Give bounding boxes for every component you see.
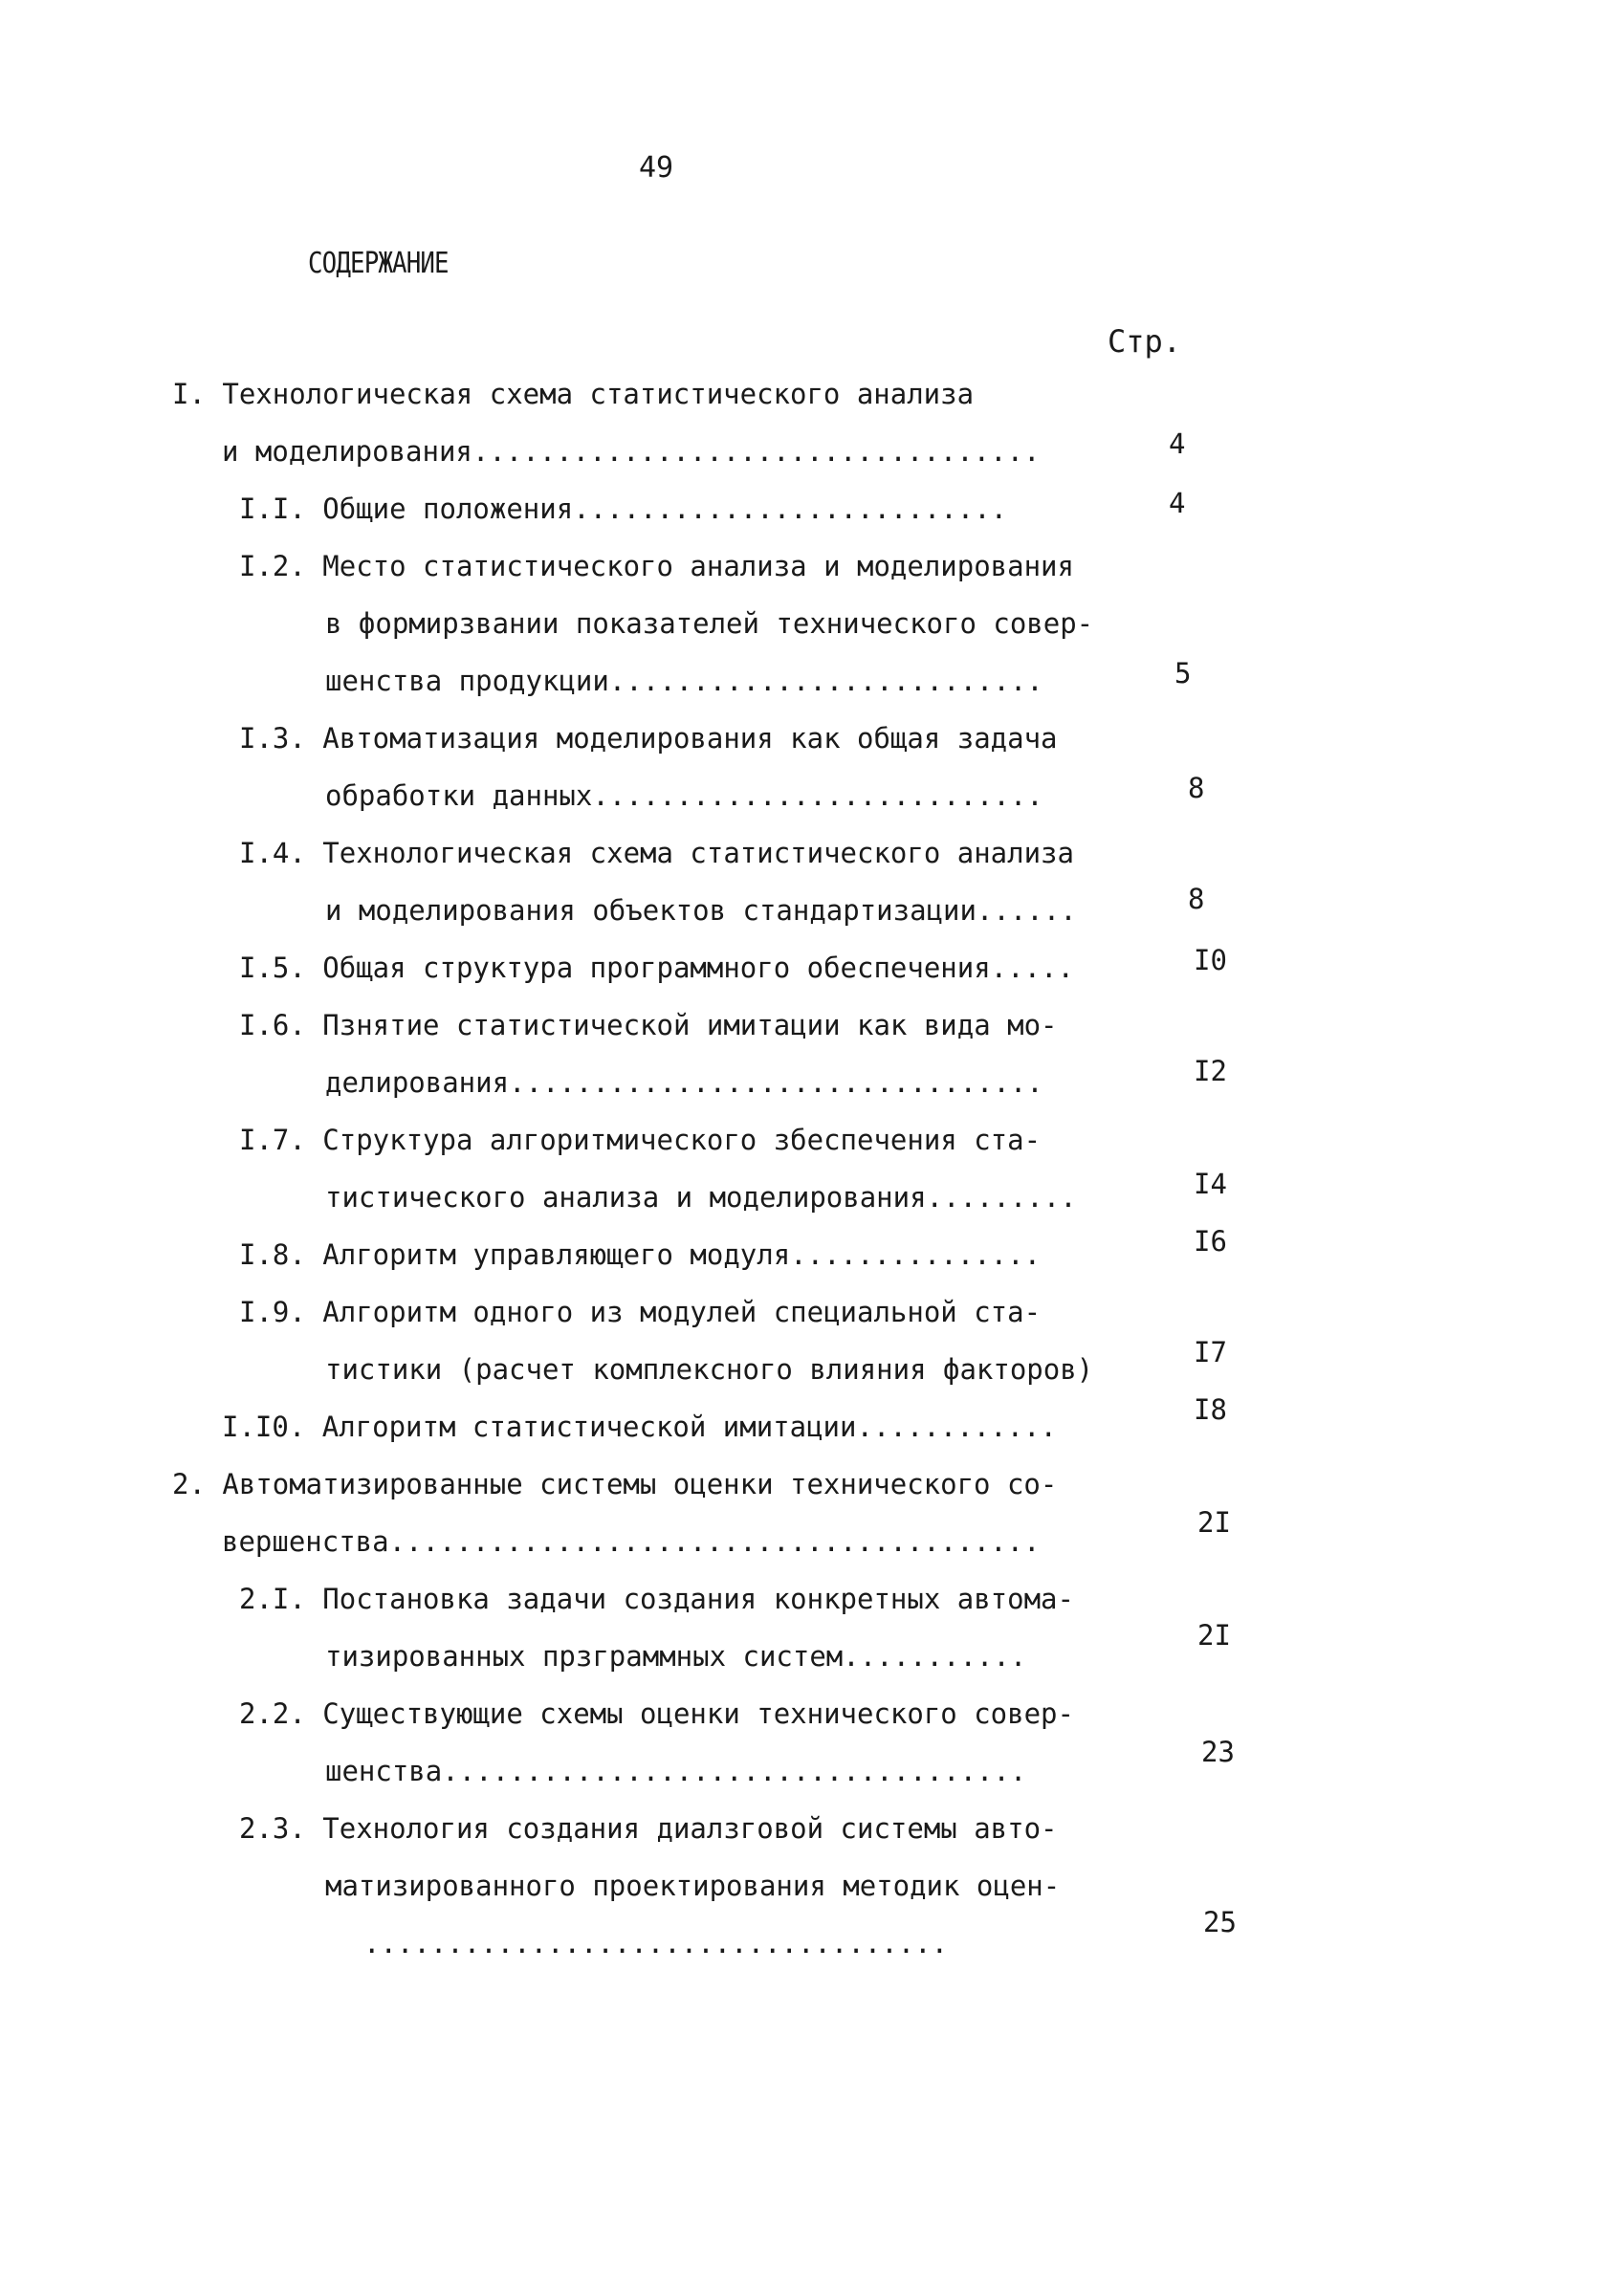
toc-line: ................................... [363, 1927, 949, 1959]
toc-page-number: I0 [1194, 944, 1227, 976]
toc-line: обработки данных........................... [325, 779, 1043, 812]
toc-page-number: I7 [1194, 1336, 1227, 1368]
toc-line: 2.3. Технология создания диалзговой системы авто- [239, 1812, 1058, 1845]
toc-line: I.7. Структура алгоритмического збеспечения ста- [239, 1124, 1042, 1156]
toc-line: тизированных прзграммных систем........... [325, 1640, 1027, 1673]
toc-page-number: 4 [1169, 427, 1186, 460]
toc-line: I.I0. Алгоритм статистической имитации............ [222, 1411, 1057, 1443]
toc-page-number: 5 [1174, 657, 1192, 689]
toc-page-number: I2 [1194, 1055, 1227, 1087]
toc-page-number: 23 [1201, 1736, 1235, 1768]
toc-line: тистического анализа и моделирования......... [325, 1181, 1077, 1214]
toc-line: и моделирования.................................. [222, 435, 1041, 468]
toc-line: делирования................................ [325, 1066, 1043, 1099]
toc-line: I.3. Автоматизация моделирования как общая задача [239, 722, 1058, 755]
toc-line: I. Технологическая схема статистического анализа [172, 378, 975, 410]
page-number: 49 [639, 151, 674, 185]
toc-page-number: I6 [1194, 1225, 1227, 1258]
toc-page-number: I8 [1194, 1393, 1227, 1426]
toc-line: I.9. Алгоритм одного из модулей специальной ста- [239, 1296, 1042, 1328]
toc-line: 2.I. Постановка задачи создания конкретных автома- [239, 1583, 1074, 1615]
toc-line: тистики (расчет комплексного влияния факторов) [325, 1353, 1094, 1386]
page-column-header: Стр. [1108, 323, 1182, 360]
toc-page-number: 2I [1197, 1619, 1231, 1652]
toc-page-number: 4 [1169, 487, 1186, 519]
toc-line: I.5. Общая структура программного обеспечения..... [239, 952, 1074, 984]
toc-line: I.6. Пзнятие статистической имитации как вида мо- [239, 1009, 1058, 1041]
toc-line: I.8. Алгоритм управляющего модуля............... [239, 1238, 1042, 1271]
toc-line: 2. Автоматизированные системы оценки технического со- [172, 1468, 1058, 1500]
toc-line: I.2. Место статистического анализа и моделирования [239, 550, 1074, 582]
toc-title: СОДЕРЖАНИЕ [308, 247, 449, 280]
toc-line: I.I. Общие положения.......................... [239, 492, 1008, 525]
toc-line: вершенства....................................... [222, 1525, 1041, 1558]
toc-page-number: I4 [1194, 1168, 1227, 1200]
toc-page-number: 25 [1203, 1906, 1237, 1938]
toc-line: матизированного проектирования методик оцен- [325, 1870, 1061, 1902]
toc-line: шенства продукции.......................... [325, 665, 1043, 697]
toc-page-number: 8 [1188, 883, 1205, 915]
toc-line: 2.2. Существующие схемы оценки технического совер- [239, 1697, 1074, 1730]
toc-line: и моделирования объектов стандартизации...... [325, 894, 1077, 927]
toc-page-number: 8 [1188, 772, 1205, 804]
toc-page-number: 2I [1197, 1506, 1231, 1539]
toc-line: I.4. Технологическая схема статистического анализа [239, 837, 1074, 869]
toc-line: в формирзвании показателей технического совер- [325, 607, 1094, 640]
toc-line: шенства................................... [325, 1755, 1027, 1787]
